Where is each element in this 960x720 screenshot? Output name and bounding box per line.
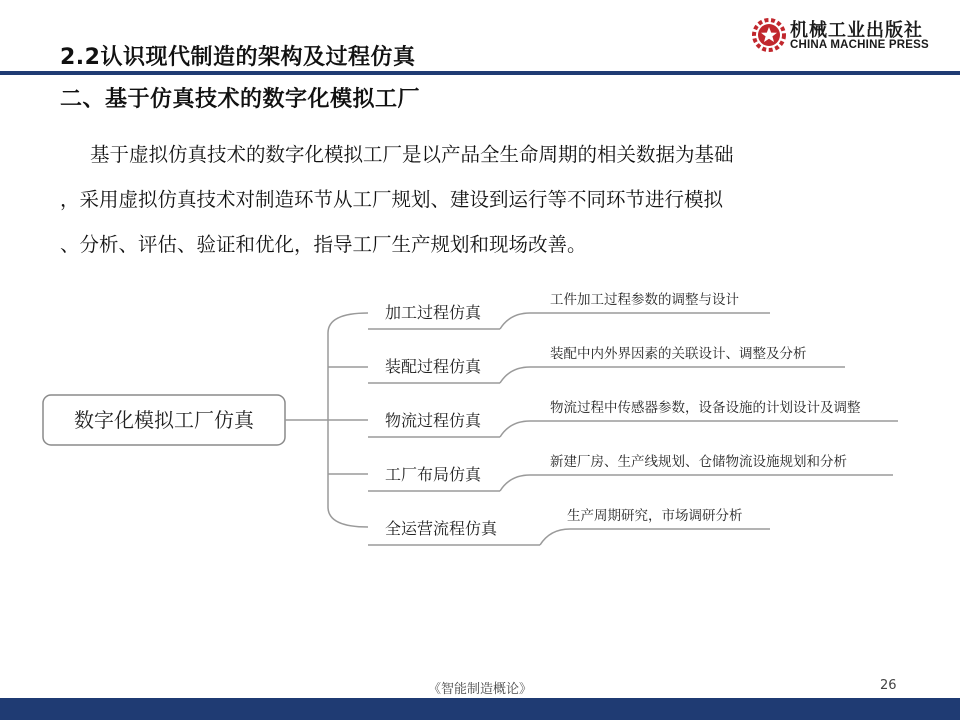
detail-connector bbox=[500, 475, 530, 491]
detail-connector bbox=[500, 367, 530, 383]
book-title: 《智能制造概论》 bbox=[427, 682, 532, 697]
branch-node bbox=[368, 345, 845, 383]
branch-node bbox=[368, 507, 770, 545]
branch-label: 装配过程仿真 bbox=[385, 357, 482, 376]
root-node-label: 数字化模拟工厂仿真 bbox=[74, 408, 254, 432]
branch-node bbox=[368, 399, 898, 437]
branch-label: 全运营流程仿真 bbox=[385, 519, 498, 538]
detail-label: 装配中内外界因素的关联设计、调整及分析 bbox=[550, 346, 807, 362]
section-subtitle: 二、基于仿真技术的数字化模拟工厂 bbox=[60, 87, 421, 112]
publisher-name-cn: 机械工业出版社 bbox=[790, 20, 923, 41]
page-number: 26 bbox=[880, 678, 897, 693]
paragraph-line: ，采用虚拟仿真技术对制造环节从工厂规划、建设到运行等不同环节进行模拟 bbox=[60, 188, 724, 211]
paragraph-line: 、分析、评估、验证和优化，指导工厂生产规划和现场改善。 bbox=[60, 233, 587, 256]
section-title: 2.2认识现代制造的架构及过程仿真 bbox=[60, 45, 416, 70]
detail-label: 工件加工过程参数的调整与设计 bbox=[550, 292, 739, 308]
publisher-name-en: CHINA MACHINE PRESS bbox=[790, 39, 929, 51]
branch-label: 工厂布局仿真 bbox=[385, 465, 482, 484]
branch-label: 物流过程仿真 bbox=[385, 411, 482, 430]
footer-bar bbox=[0, 698, 960, 720]
detail-label: 生产周期研究，市场调研分析 bbox=[567, 508, 743, 524]
branch-node bbox=[368, 453, 893, 491]
detail-connector bbox=[500, 313, 530, 329]
detail-connector bbox=[540, 529, 570, 545]
detail-label: 物流过程中传感器参数，设备设施的计划设计及调整 bbox=[550, 400, 861, 416]
branch-node bbox=[368, 291, 770, 329]
detail-label: 新建厂房、生产线规划、仓储物流设施规划和分析 bbox=[550, 454, 847, 470]
detail-connector bbox=[500, 421, 530, 437]
branch-label: 加工过程仿真 bbox=[385, 303, 482, 322]
paragraph-line: 基于虚拟仿真技术的数字化模拟工厂是以产品全生命周期的相关数据为基础 bbox=[90, 143, 734, 166]
